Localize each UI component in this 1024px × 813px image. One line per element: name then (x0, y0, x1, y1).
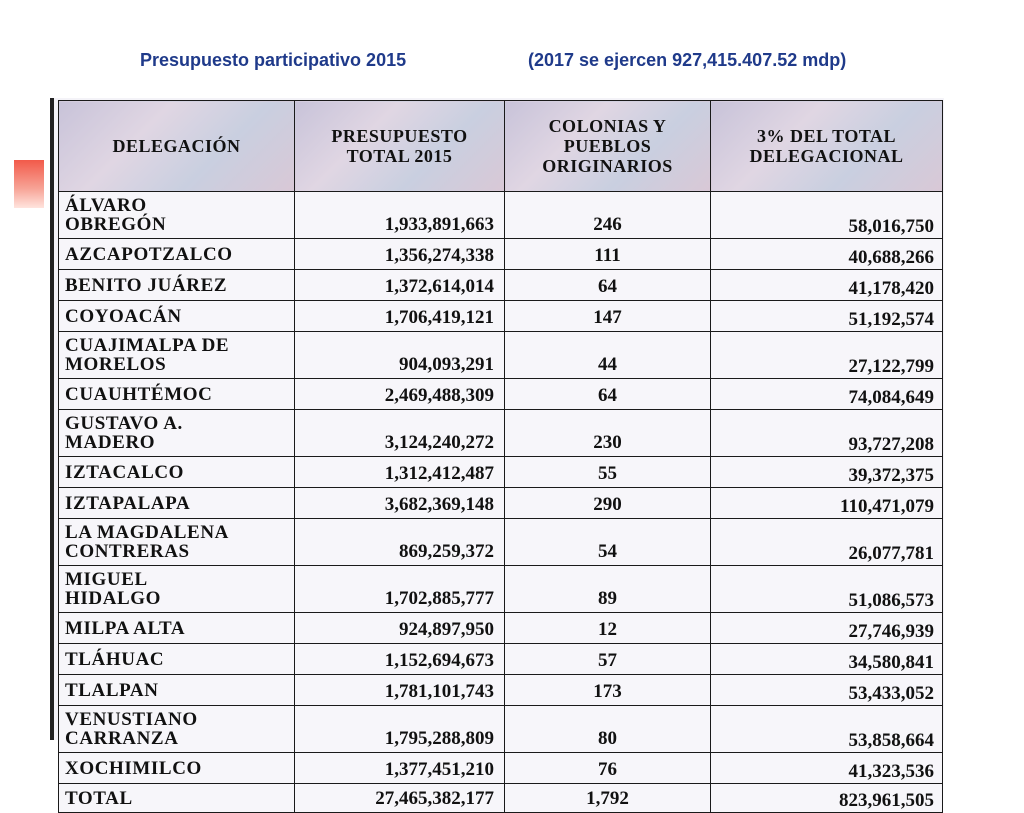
cell-colonias: 57 (505, 644, 711, 675)
cell-budget: 1,312,412,487 (295, 457, 505, 488)
table-row (59, 519, 943, 566)
table-body (59, 192, 943, 813)
cell-colonias: 173 (505, 675, 711, 706)
table-row (59, 457, 943, 488)
cell-colonias: 55 (505, 457, 711, 488)
cell-budget: 1,933,891,663 (295, 192, 505, 239)
slide-title (0, 50, 1024, 74)
cell-budget: 924,897,950 (295, 613, 505, 644)
title-2017-note: (2017 se ejercen 927,415.407.52 mdp) (528, 50, 847, 70)
cell-delegacion: TLALPAN (59, 675, 295, 706)
cell-three-percent: 53,858,664 (711, 706, 943, 753)
cell-budget: 3,682,369,148 (295, 488, 505, 519)
cell-colonias: 230 (505, 410, 711, 457)
cell-three-percent: 74,084,649 (711, 379, 943, 410)
cell-three-percent: 41,178,420 (711, 270, 943, 301)
cell-colonias: 246 (505, 192, 711, 239)
cell-budget: 1,372,614,014 (295, 270, 505, 301)
cell-three-percent: 110,471,079 (711, 488, 943, 519)
cell-budget: 1,781,101,743 (295, 675, 505, 706)
table-row (59, 379, 943, 410)
table-row (59, 644, 943, 675)
cell-three-percent: 39,372,375 (711, 457, 943, 488)
cell-budget: 1,356,274,338 (295, 239, 505, 270)
cell-three-percent: 34,580,841 (711, 644, 943, 675)
table-row (59, 613, 943, 644)
table-header-row (59, 101, 943, 192)
cell-budget: 1,795,288,809 (295, 706, 505, 753)
table-row (59, 270, 943, 301)
cell-delegacion: AZCAPOTZALCO (59, 239, 295, 270)
table-row (59, 332, 943, 379)
cell-budget: 1,702,885,777 (295, 566, 505, 613)
cell-three-percent: 53,433,052 (711, 675, 943, 706)
cell-three-percent: 51,192,574 (711, 301, 943, 332)
total-budget: 27,465,382,177 (295, 784, 505, 813)
cell-three-percent: 27,746,939 (711, 613, 943, 644)
cell-delegacion: LA MAGDALENA CONTRERAS (59, 519, 295, 566)
cell-colonias: 44 (505, 332, 711, 379)
table-row (59, 410, 943, 457)
cell-three-percent: 93,727,208 (711, 410, 943, 457)
cell-delegacion: XOCHIMILCO (59, 753, 295, 784)
total-label: TOTAL (59, 784, 295, 813)
header-delegacion: DELEGACIÓN (59, 101, 295, 192)
table-row (59, 566, 943, 613)
cell-budget: 1,377,451,210 (295, 753, 505, 784)
cell-budget: 3,124,240,272 (295, 410, 505, 457)
table-row (59, 239, 943, 270)
cell-three-percent: 58,016,750 (711, 192, 943, 239)
cell-delegacion: ÁLVARO OBREGÓN (59, 192, 295, 239)
cell-colonias: 54 (505, 519, 711, 566)
table-row (59, 753, 943, 784)
cell-delegacion: COYOACÁN (59, 301, 295, 332)
cell-three-percent: 41,323,536 (711, 753, 943, 784)
cell-colonias: 12 (505, 613, 711, 644)
total-row (59, 784, 943, 813)
title-budget-2015: Presupuesto participativo 2015 (140, 50, 407, 70)
cell-delegacion: GUSTAVO A. MADERO (59, 410, 295, 457)
header-colonias: COLONIAS Y PUEBLOS ORIGINARIOS (505, 101, 711, 192)
cell-budget: 2,469,488,309 (295, 379, 505, 410)
cell-delegacion: IZTACALCO (59, 457, 295, 488)
cell-colonias: 290 (505, 488, 711, 519)
cell-delegacion: CUAJIMALPA DE MORELOS (59, 332, 295, 379)
table-row (59, 301, 943, 332)
red-accent-bar (14, 160, 44, 208)
cell-budget: 904,093,291 (295, 332, 505, 379)
cell-colonias: 76 (505, 753, 711, 784)
cell-delegacion: MILPA ALTA (59, 613, 295, 644)
cell-budget: 869,259,372 (295, 519, 505, 566)
cell-colonias: 89 (505, 566, 711, 613)
total-three-percent: 823,961,505 (711, 784, 943, 813)
cell-delegacion: BENITO JUÁREZ (59, 270, 295, 301)
budget-table (58, 100, 943, 813)
cell-colonias: 64 (505, 270, 711, 301)
table-row (59, 192, 943, 239)
cell-three-percent: 51,086,573 (711, 566, 943, 613)
table-row (59, 675, 943, 706)
cell-colonias: 80 (505, 706, 711, 753)
cell-delegacion: MIGUEL HIDALGO (59, 566, 295, 613)
cell-delegacion: IZTAPALAPA (59, 488, 295, 519)
cell-delegacion: CUAUHTÉMOC (59, 379, 295, 410)
cell-colonias: 111 (505, 239, 711, 270)
header-three-percent: 3% DEL TOTAL DELEGACIONAL (711, 101, 943, 192)
cell-colonias: 64 (505, 379, 711, 410)
scanned-table-image (50, 98, 944, 811)
header-presupuesto: PRESUPUESTO TOTAL 2015 (295, 101, 505, 192)
cell-three-percent: 40,688,266 (711, 239, 943, 270)
cell-three-percent: 26,077,781 (711, 519, 943, 566)
cell-delegacion: TLÁHUAC (59, 644, 295, 675)
cell-three-percent: 27,122,799 (711, 332, 943, 379)
table-row (59, 706, 943, 753)
cell-delegacion: VENUSTIANO CARRANZA (59, 706, 295, 753)
table-row (59, 488, 943, 519)
cell-colonias: 147 (505, 301, 711, 332)
cell-budget: 1,152,694,673 (295, 644, 505, 675)
total-colonias: 1,792 (505, 784, 711, 813)
cell-budget: 1,706,419,121 (295, 301, 505, 332)
